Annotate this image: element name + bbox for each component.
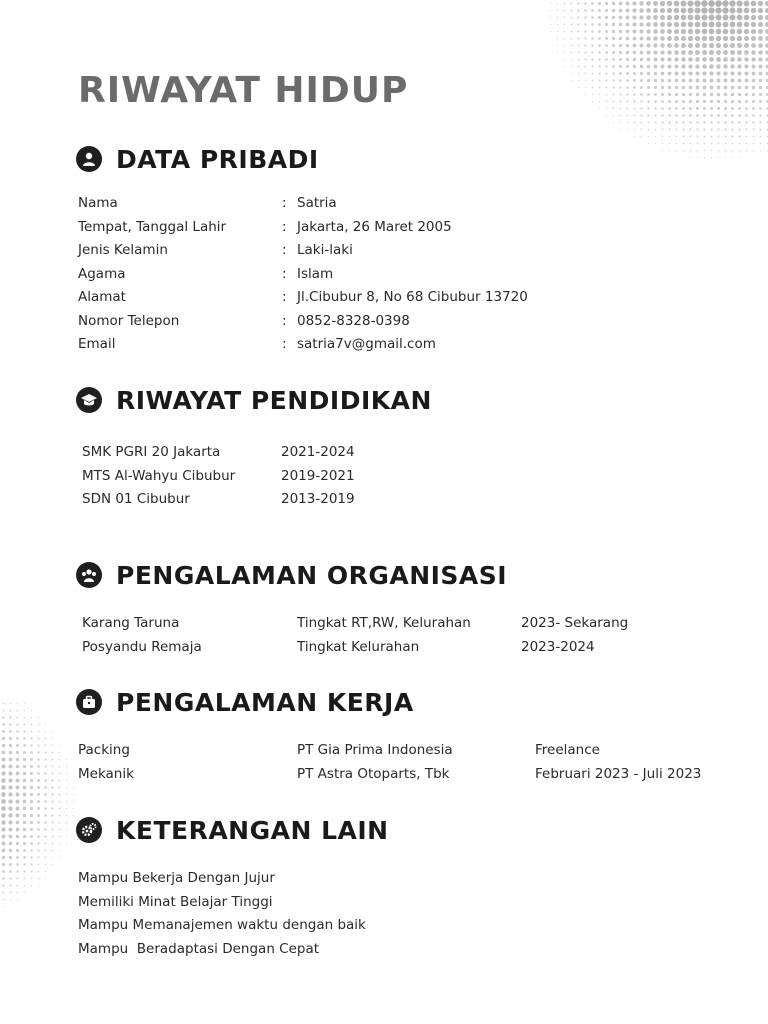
organization-name: Karang Taruna: [82, 615, 180, 631]
section-title: KETERANGAN LAIN: [116, 815, 389, 845]
school-years: 2019-2021: [281, 467, 355, 484]
job-period: Freelance: [535, 742, 600, 758]
briefcase-icon: [76, 689, 102, 715]
field-value: Jakarta, 26 Maret 2005: [297, 218, 452, 235]
graduation-cap-icon: [76, 387, 102, 413]
section-pengalaman-organisasi: [76, 559, 507, 591]
job-company: PT Gia Prima Indonesia: [297, 742, 453, 758]
group-icon: [76, 562, 102, 588]
field-label: Nama: [78, 195, 118, 211]
field-value: satria7v@gmail.com: [297, 336, 436, 352]
skill-item: Memiliki Minat Belajar Tinggi: [78, 893, 273, 910]
field-separator: :: [282, 312, 287, 329]
section-keterangan-lain: [76, 814, 389, 846]
job-role: Mekanik: [78, 765, 134, 782]
school-name: SDN 01 Cibubur: [82, 491, 190, 507]
section-data-pribadi: [76, 143, 319, 175]
section-pengalaman-kerja: [76, 686, 414, 718]
section-title: RIWAYAT PENDIDIKAN: [116, 385, 432, 415]
user-icon: [76, 146, 102, 172]
field-label: Nomor Telepon: [78, 312, 180, 329]
field-label: Agama: [78, 265, 126, 282]
field-value: Satria: [297, 195, 337, 211]
skill-item: Mampu Bekerja Dengan Jujur: [78, 870, 275, 886]
section-title: PENGALAMAN KERJA: [116, 687, 414, 717]
skill-item: Mampu Memanajemen waktu dengan baik: [78, 917, 366, 933]
field-label: Jenis Kelamin: [78, 242, 168, 258]
school-name: MTS Al-Wahyu Cibubur: [82, 467, 236, 484]
page-title: RIWAYAT HIDUP: [78, 70, 409, 111]
organization-period: 2023- Sekarang: [521, 615, 629, 631]
field-separator: :: [282, 265, 287, 282]
school-years: 2013-2019: [281, 491, 355, 507]
field-label: Alamat: [78, 289, 126, 305]
job-period: Februari 2023 - Juli 2023: [535, 765, 702, 782]
field-label: Tempat, Tanggal Lahir: [78, 218, 227, 235]
field-separator: :: [282, 289, 287, 305]
field-separator: :: [282, 336, 287, 352]
school-name: SMK PGRI 20 Jakarta: [82, 444, 221, 460]
organization-level: Tingkat RT,RW, Kelurahan: [297, 615, 471, 631]
school-years: 2021-2024: [281, 444, 355, 460]
field-value: Laki-laki: [297, 242, 353, 258]
field-separator: :: [282, 242, 287, 258]
job-role: Packing: [78, 742, 130, 758]
organization-level: Tingkat Kelurahan: [297, 638, 420, 655]
job-company: PT Astra Otoparts, Tbk: [297, 765, 450, 782]
skill-item: Mampu Beradaptasi Dengan Cepat: [78, 940, 320, 957]
field-value: 0852-8328-0398: [297, 312, 410, 329]
field-separator: :: [282, 195, 287, 211]
section-riwayat-pendidikan: [76, 384, 432, 416]
organization-period: 2023-2024: [521, 638, 595, 655]
halftone-dots-top-right: [540, 0, 768, 170]
field-label: Email: [78, 336, 116, 352]
section-title: DATA PRIBADI: [116, 144, 319, 174]
field-value: Islam: [297, 265, 334, 282]
section-title: PENGALAMAN ORGANISASI: [116, 560, 508, 590]
organization-name: Posyandu Remaja: [82, 638, 202, 655]
gears-icon: [76, 817, 102, 843]
halftone-dots-bottom-left: [0, 700, 90, 1024]
field-value: Jl.Cibubur 8, No 68 Cibubur 13720: [297, 289, 528, 305]
field-separator: :: [282, 218, 287, 235]
